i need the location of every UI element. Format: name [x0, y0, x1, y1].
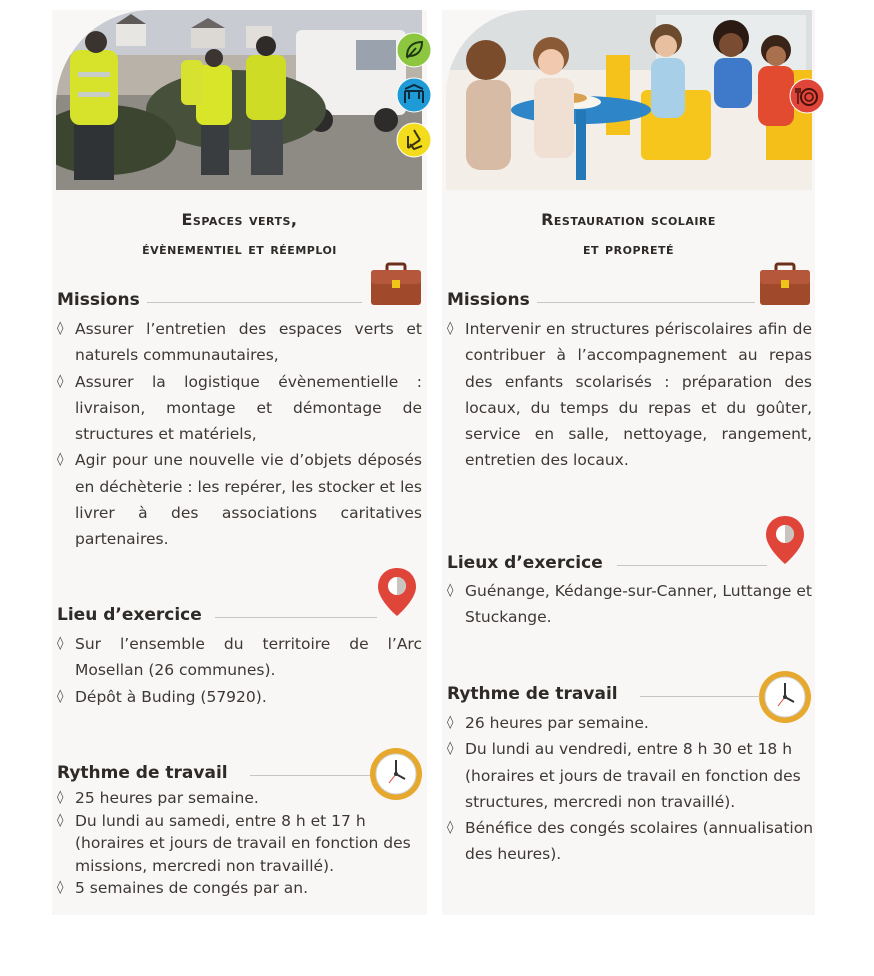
- title-line-1: Espaces verts,: [181, 210, 298, 229]
- title-line-2: évènementiel et réemploi: [142, 239, 337, 258]
- bullet-icon: ◊: [57, 321, 64, 336]
- missions-heading-text: Missions: [447, 290, 530, 310]
- heading-rule: [537, 302, 755, 303]
- list-item-text: Du lundi au samedi, entre 8 h et 17 h (horaires et jours de travail en fonction des missions, mercredi non travaillé).: [75, 811, 411, 875]
- missions-heading-right: [447, 290, 530, 310]
- missions-heading-left: [57, 290, 140, 310]
- bullet-icon: ◊: [57, 373, 64, 389]
- section-title-right: [442, 205, 815, 263]
- bullet-icon: ◊: [447, 715, 454, 730]
- bullet-icon: ◊: [57, 452, 64, 468]
- list-item-text: Bénéfice des congés scolaires (annualisation des heures).: [465, 819, 814, 864]
- list-item: [57, 369, 422, 448]
- bullet-icon: ◊: [57, 636, 64, 651]
- briefcase-icon: [759, 262, 811, 306]
- list-item: [57, 877, 427, 900]
- list-item: [447, 316, 812, 474]
- meal-icon: [789, 78, 825, 114]
- list-item-text: Dépôt à Buding (57920).: [75, 687, 267, 706]
- list-item: [57, 447, 422, 552]
- rythme-list-right: [447, 710, 815, 868]
- list-item: [57, 810, 427, 878]
- list-item-text: Sur l’ensemble du territoire de l’Arc Mosellan (26 communes).: [75, 635, 422, 680]
- list-item-text: 25 heures par semaine.: [75, 789, 259, 807]
- rythme-heading-text: Rythme de travail: [57, 763, 228, 783]
- list-item: [447, 815, 815, 868]
- list-item: [57, 631, 422, 684]
- list-item-text: Assurer l’entretien des espaces verts et naturels communautaires,: [75, 320, 422, 365]
- heading-rule: [250, 775, 370, 776]
- rythme-heading-right: [447, 684, 618, 704]
- list-item-text: 26 heures par semaine.: [465, 714, 649, 732]
- list-item-text: Intervenir en structures périscolaires afin de contribuer à l’accompagnement au repas des enfants scolarisés : préparation des locaux, du temps du repas et du goûter, service en salle, nettoyage, rangement, entretien des locaux.: [465, 320, 812, 470]
- list-item: [57, 316, 422, 369]
- leaf-icon: [396, 32, 432, 68]
- rythme-heading-left: [57, 763, 228, 783]
- bullet-icon: ◊: [57, 812, 64, 828]
- photo-green-spaces-workers: [56, 10, 422, 190]
- bullet-icon: ◊: [57, 688, 64, 704]
- bullet-icon: ◊: [447, 583, 454, 598]
- bullet-icon: ◊: [447, 321, 454, 336]
- recycle-icon: [396, 122, 432, 158]
- list-item: [447, 710, 815, 736]
- lieu-heading-text: Lieu d’exercice: [57, 605, 202, 625]
- list-item-text: Assurer la logistique évènementielle : livraison, montage et démontage de structures et matériels,: [75, 372, 422, 444]
- title-line-1: Restauration scolaire: [541, 210, 716, 229]
- bullet-icon: ◊: [447, 820, 454, 836]
- list-item-text: Agir pour une nouvelle vie d’objets déposés en déchèterie : les repérer, les stocker et les livrer à des associations caritatives partenaires.: [75, 451, 422, 549]
- list-item-text: Guénange, Kédange-sur-Canner, Luttange et Stuckange.: [465, 582, 812, 627]
- rythme-heading-text: Rythme de travail: [447, 684, 618, 704]
- list-item-text: Du lundi au vendredi, entre 8 h 30 et 18 h (horaires et jours de travail en fonction des structures, mercredi non travaillé).: [465, 740, 801, 811]
- lieu-heading-left: [57, 605, 202, 625]
- bullet-icon: ◊: [57, 790, 64, 805]
- heading-rule: [640, 696, 760, 697]
- location-pin-icon: [764, 514, 806, 566]
- list-item: [447, 578, 812, 631]
- lieu-heading-text: Lieux d’exercice: [447, 553, 603, 573]
- bullet-icon: ◊: [57, 880, 64, 895]
- lieu-heading-right: [447, 553, 603, 573]
- heading-rule: [215, 617, 377, 618]
- missions-list-left: [57, 316, 422, 553]
- list-item: [57, 787, 427, 810]
- list-item-text: 5 semaines de congés par an.: [75, 879, 309, 897]
- missions-heading-text: Missions: [57, 290, 140, 310]
- briefcase-icon: [370, 262, 422, 306]
- missions-list-right: [447, 316, 812, 474]
- heading-rule: [147, 302, 362, 303]
- column-espaces-verts: [52, 10, 427, 915]
- lieu-list-right: [447, 578, 812, 631]
- lieu-list-left: [57, 631, 422, 710]
- section-title-left: [52, 205, 427, 263]
- list-item: [447, 736, 815, 815]
- title-line-2: et propreté: [582, 239, 675, 258]
- event-tent-icon: [396, 77, 432, 113]
- column-restauration-scolaire: [442, 10, 815, 915]
- list-item: [57, 684, 422, 710]
- heading-rule: [617, 565, 767, 566]
- photo-children-eating: [446, 10, 812, 190]
- location-pin-icon: [376, 566, 418, 618]
- bullet-icon: ◊: [447, 741, 454, 757]
- rythme-list-left: [57, 787, 427, 900]
